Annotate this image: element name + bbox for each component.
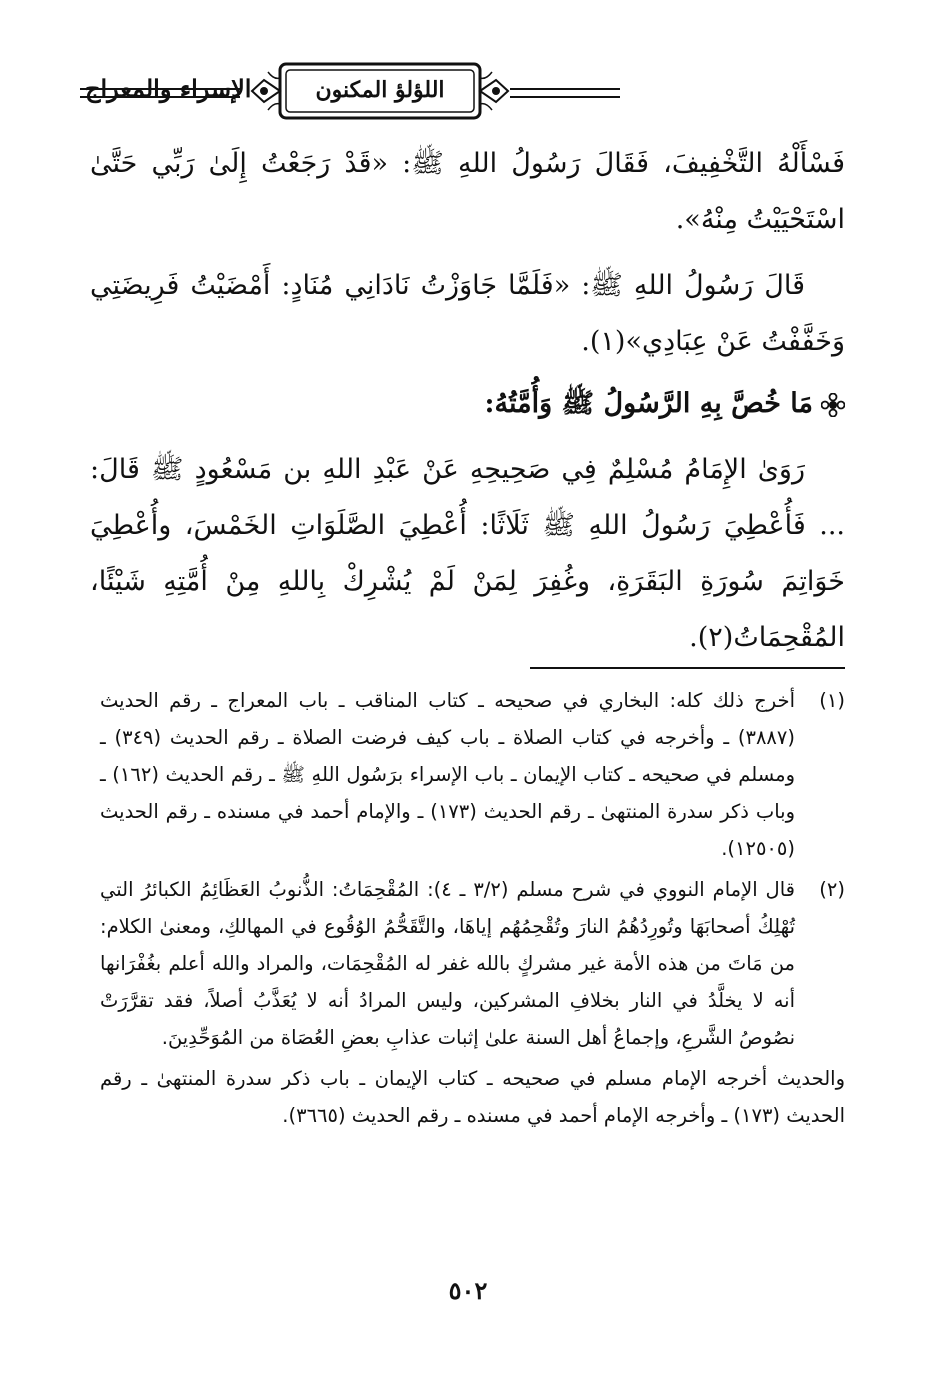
header-rule-left <box>80 88 240 98</box>
footnote-text: قال الإمام النووي في شرح مسلم (٣/٢ ـ ٤): المُقْحِمَاتُ: الذُّنوبُ العَظَائِمُ الكبائرُ التي تُهْلِكُ أصحابَهَا وتُورِدُهُمُ النارَ وتُقْحِمُهُم إياهَا، والتَّقَحُّمُ الوُقُوع في المهالكِ، ومعنىٰ الكلام: من مَاتَ من هذه الأمة غير مشركٍ بالله غفر له المُقْحِمَات، والمراد والله أعلم بغُفْرَانها أنه لا يخلَّدُ في النار بخلافِ المشركين، وليس المرادُ أنه لا يُعَذَّبُ أصلاً، فقد تقرَّرَتْ نصُوصُ الشَّرعِ، وإجماعُ أهل السنة علىٰ إثبات عذابِ بعضِ العُصَاة من المُوَحِّدِينَ. <box>100 878 795 1049</box>
section-heading-text: مَا خُصَّ بِهِ الرَّسُولُ ﷺ وَأُمَّتُهُ: <box>484 388 813 419</box>
footnotes <box>100 682 845 1134</box>
footnote-number: (٢) <box>819 878 845 901</box>
footnote-number: (١) <box>819 689 845 712</box>
header-rule-right <box>510 88 620 98</box>
footnote-separator <box>530 667 845 669</box>
footnote-1 <box>100 682 845 867</box>
running-title: الإسراء والمعراج <box>85 74 252 103</box>
paragraph-2: قَالَ رَسُولُ اللهِ ﷺ: «فَلَمَّا جَاوَزْتُ نَادَانِي مُنَادٍ: أَمْضَيْتُ فَرِيضَتِي وَخَفَّفْتُ عَنْ عِبَادِي»(١). <box>90 270 845 357</box>
book-title-cartouche <box>250 60 510 122</box>
paragraph-1: فَسْأَلْهُ التَّخْفِيفَ، فَقَالَ رَسُولُ اللهِ ﷺ: «قَدْ رَجَعْتُ إِلَىٰ رَبِّي حَتَّىٰ اسْتَحْيَيْتُ مِنْهُ». <box>90 148 845 235</box>
page-number: ٥٠٢ <box>448 1276 488 1305</box>
flower-ornament-icon <box>821 393 845 417</box>
paragraph-3: رَوَىٰ الإِمَامُ مُسْلِمٌ فِي صَحِيحِهِ عَنْ عَبْدِ اللهِ بن مَسْعُودٍ ﷺ قَالَ: ... فَأُعْطِيَ رَسُولُ اللهِ ﷺ ثَلَاثًا: أُعْطِيَ الصَّلَوَاتِ الخَمْسَ، وأُعْطِيَ خَوَاتِمَ سُورَةِ البَقَرَةِ، وغُفِرَ لِمَنْ لَمْ يُشْرِكْ بِاللهِ مِنْ أُمَّتِهِ شَيْئًا، المُقْحِمَاتُ(٢). <box>90 454 845 653</box>
page-header <box>80 60 850 124</box>
footnote-text: أخرج ذلك كله: البخاري في صحيحه ـ كتاب المناقب ـ باب المعراج ـ رقم الحديث (٣٨٨٧) ـ وأخرجه في كتاب الصلاة ـ باب كيف فرضت الصلاة ـ رقم الحديث (٣٤٩) ـ ومسلم في صحيحه ـ كتاب الإيمان ـ باب الإسراء برَسُول اللهِ ﷺ ـ رقم الحديث (١٦٢) ـ وباب ذكر سدرة المنتهىٰ ـ رقم الحديث (١٧٣) ـ والإمام أحمد في مسنده ـ رقم الحديث (١٢٥٠٥). <box>100 689 796 860</box>
footnote-2 <box>100 871 845 1056</box>
section-heading <box>90 376 845 432</box>
book-title: اللؤلؤ المكنون <box>315 77 445 103</box>
main-text <box>90 136 845 666</box>
footnote-2-continuation: والحديث أخرجه الإمام مسلم في صحيحه ـ كتاب الإيمان ـ باب ذكر سدرة المنتهىٰ ـ رقم الحديث (١٧٣) ـ وأخرجه الإمام أحمد في مسنده ـ رقم الحديث (٣٦٦٥). <box>100 1067 845 1127</box>
